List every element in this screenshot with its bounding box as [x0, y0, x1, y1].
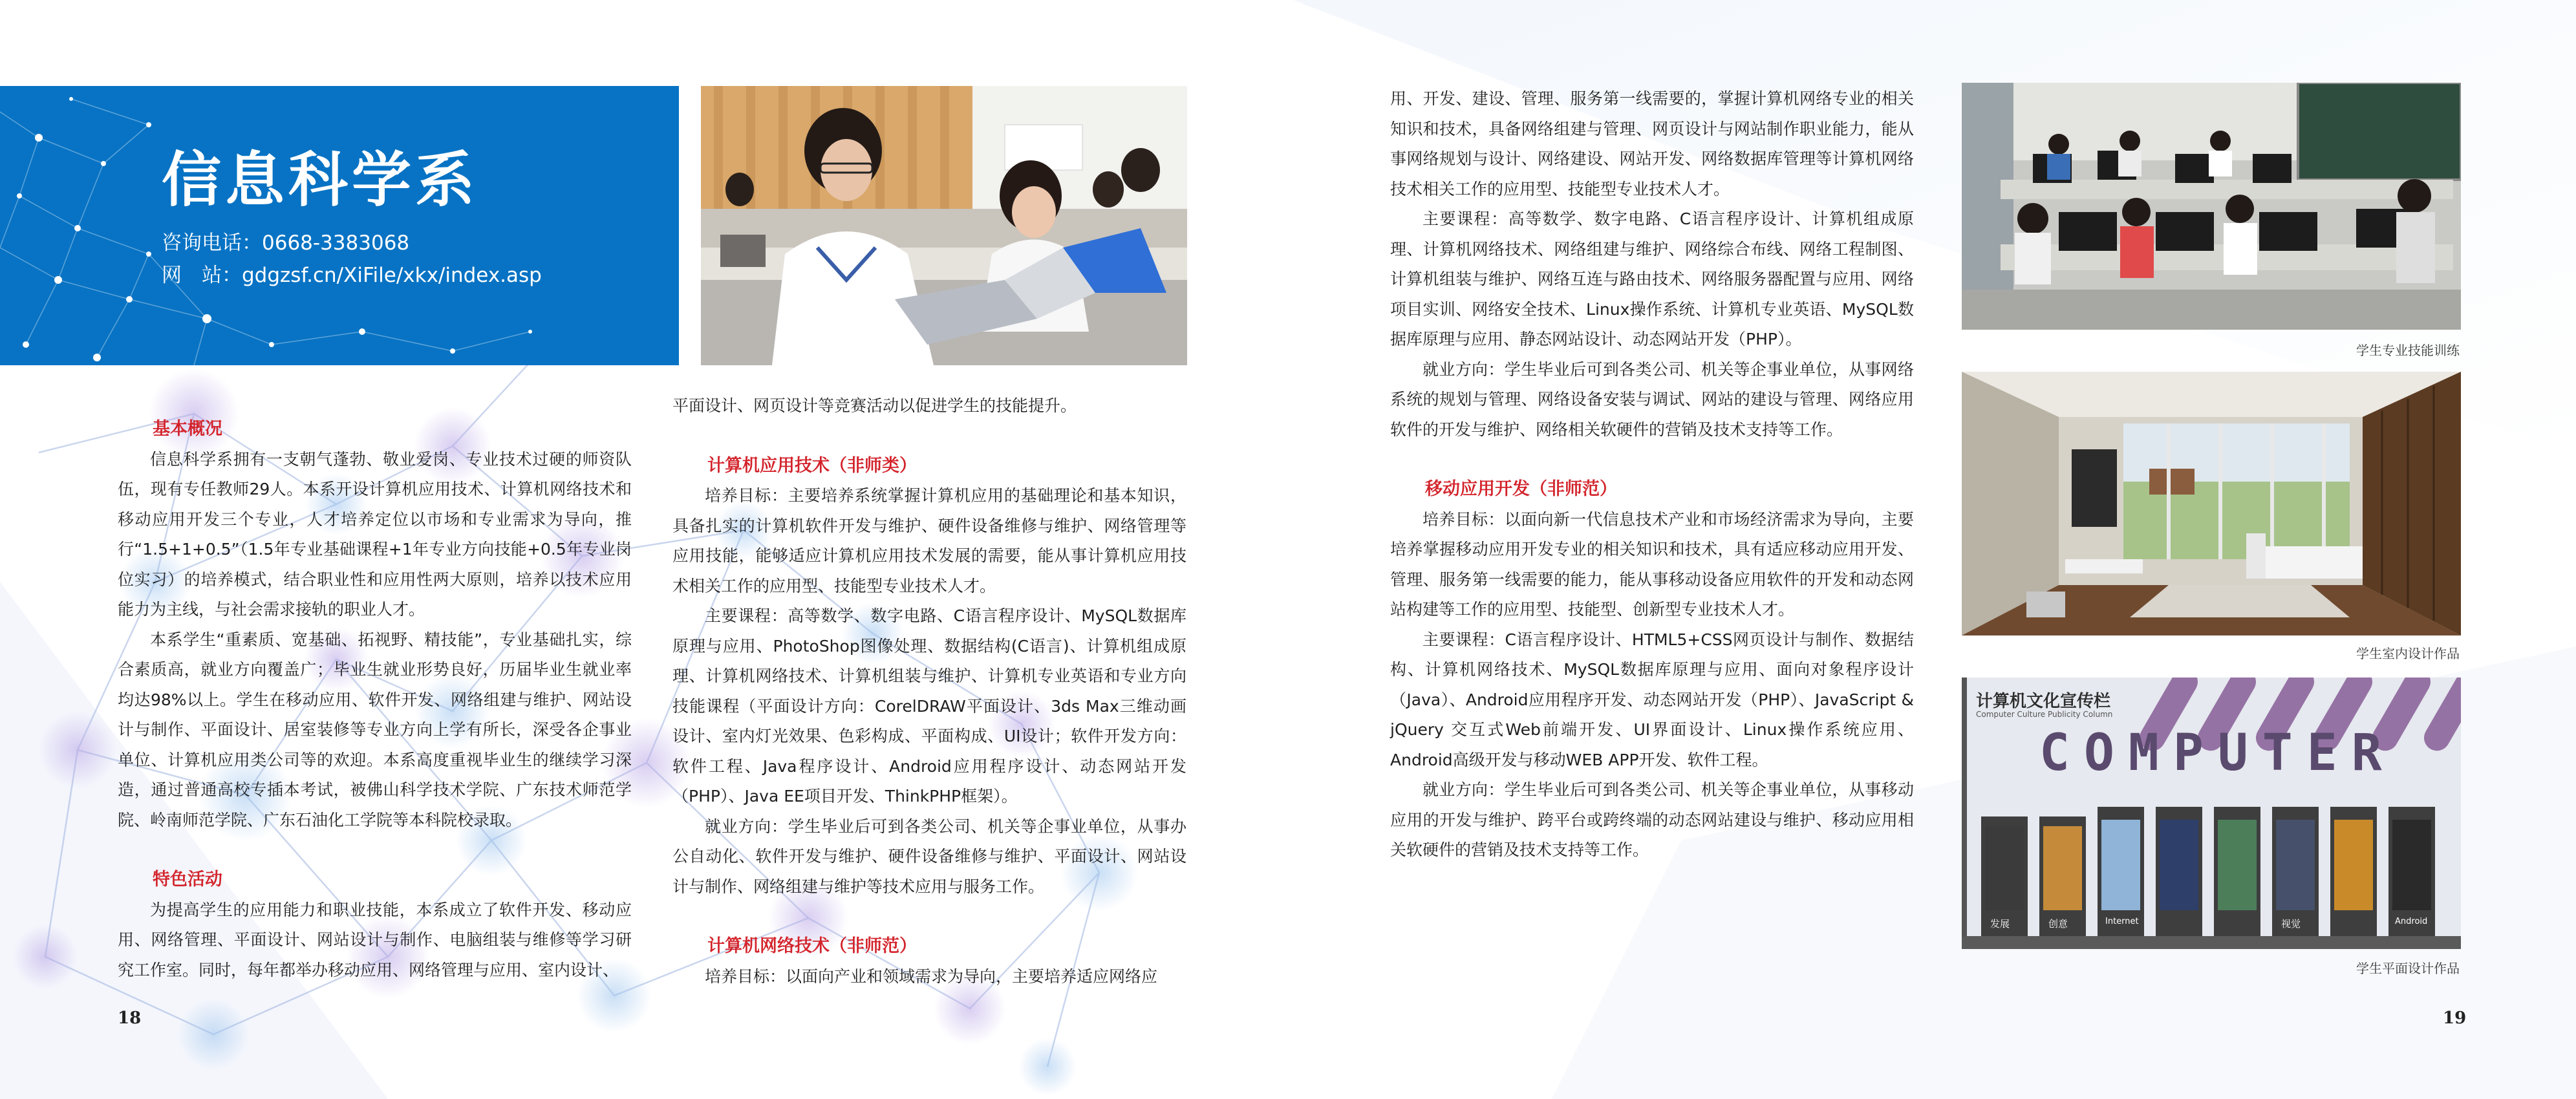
mobile-jobs-paragraph: 就业方向：学生毕业后可到各类公司、机关等企事业单位，从事移动应用的开发与维护、跨平台或跨终端的动态网站建设与维护、移动应用相关软硬件的营销及技术支持等工作。 [1390, 780, 1914, 859]
page-number-left: 18 [118, 1008, 142, 1028]
network-jobs-paragraph: 就业方向：学生毕业后可到各类公司、机关等企事业单位，从事网络系统的规划与管理、网络设备安装与调试、网站的建设与管理、网络应用软件的开发与维护、网络相关软硬件的营销及技术支持等工作。 [1390, 359, 1914, 439]
banner-network-art [0, 86, 679, 365]
section-heading-overview: 基本概况 [153, 419, 222, 439]
section-heading-activities: 特色活动 [153, 870, 222, 890]
section-heading-computer-network: 计算机网络技术（非师范） [707, 936, 917, 956]
network-goal-paragraph-continued: 用、开发、建设、管理、服务第一线需要的，掌握计算机网络专业的相关知识和技术，具备网络组建与管理、网页设计与网站制作职业能力，能从事网络规划与设计、网络建设、网站开发、网络数据库管理等计算机网络技术相关工作的应用型、技能型专业技术人才。 [1390, 89, 1914, 198]
network-goal-paragraph-start: 培养目标：以面向产业和领域需求为导向，主要培养适应网络应 [705, 966, 1158, 986]
poster-label-internet: Internet [2105, 917, 2139, 926]
mobile-courses-paragraph: 主要课程：C语言程序设计、HTML5+CSS网页设计与制作、数据结构、计算机网络技术、MySQL数据库原理与应用、面向对象程序设计（Java）、Android应用程序开发、动态网站开发（PHP）、JavaScript & jQuery 交互式Web前端开发、UI界面设计、Linux操作系统应用、Android高级开发与移动WEB APP开发、软件工程。 [1390, 630, 1914, 769]
application-courses-paragraph: 主要课程：高等数学、数字电路、C语言程序设计、MySQL数据库原理与应用、PhotoShop图像处理、数据结构(C语言)、计算机组成原理、计算机网络技术、计算机组装与维护、计算机专业英语和专业方向技能课程（平面设计方向：CorelDRAW平面设计、3ds Max三维动画设计、室内灯光效果、色彩构成、平面构成、UI设计；软件开发方向：软件工程、Java程序设计、Android应用程序设计、动态网站开发（PHP）、Java EE项目开发、ThinkPHP框架）。 [672, 606, 1186, 806]
computer-lab-photo [1962, 83, 2461, 330]
page-number-right: 19 [2443, 1008, 2467, 1028]
application-jobs-paragraph: 就业方向：学生毕业后可到各类公司、机关等企事业单位，从事办公自动化、软件开发与维护、硬件设备维修与维护、平面设计、网站设计与制作、网络组建与维护等技术应用与服务工作。 [672, 816, 1186, 896]
department-banner [0, 86, 679, 365]
contact-website: 网 站：gdgzsf.cn/XiFile/xkx/index.asp [162, 264, 542, 287]
left-column-1 [118, 414, 632, 985]
photo-caption-graphic-design: 学生平面设计作品 [2356, 961, 2460, 976]
poster-label-android: Android [2395, 917, 2428, 926]
network-courses-paragraph: 主要课程：高等数学、数字电路、C语言程序设计、计算机组成原理、计算机网络技术、网络组建与维护、网络综合布线、网络工程制图、计算机组装与维护、网络互连与路由技术、网络服务器配置与应用、网络项目实训、网络安全技术、Linux操作系统、计算机专业英语、MySQL数据库原理与应用、静态网站设计、动态网站开发（PHP）。 [1390, 209, 1914, 348]
right-page [1288, 0, 2576, 1099]
section-heading-mobile-app: 移动应用开发（非师范） [1425, 479, 1617, 499]
contact-phone: 咨询电话：0668-3383068 [162, 231, 410, 255]
photo-caption-skills-training: 学生专业技能训练 [2356, 343, 2460, 358]
poster-label-creativity: 创意 [2048, 918, 2068, 930]
poster-label-development: 发展 [1990, 918, 2010, 930]
mobile-goal-paragraph: 培养目标：以面向新一代信息技术产业和市场经济需求为导向，主要培养掌握移动应用开发专业的相关知识和技术，具有适应移动应用开发、管理、服务第一线需要的能力，能从事移动设备应用软件的开发和动态网站构建等工作的应用型、技能型、创新型专业技术人才。 [1390, 509, 1914, 619]
computer-culture-poster-photo [1962, 678, 2461, 949]
poster-title: 计算机文化宣传栏 [1976, 692, 2111, 711]
photo-caption-interior-design: 学生室内设计作品 [2356, 646, 2460, 661]
poster-word-computer: COMPUTER [2039, 724, 2396, 782]
activities-paragraph-continued: 平面设计、网页设计等竞赛活动以促进学生的技能提升。 [672, 396, 1077, 415]
poster-subtitle: Computer Culture Publicity Column [1976, 710, 2113, 719]
application-goal-paragraph: 培养目标：主要培养系统掌握计算机应用的基础理论和基本知识，具备扎实的计算机软件开发与维护、硬件设备维修与维护、网络管理等应用技能，能够适应计算机应用技术发展的需要，能从事计算机应用技术相关工作的应用型、技能型专业技术人才。 [672, 486, 1186, 595]
overview-paragraph-1: 信息科学系拥有一支朝气蓬勃、敬业爱岗、专业技术过硬的师资队伍，现有专任教师29人。本系开设计算机应用技术、计算机网络技术和移动应用开发三个专业，人才培养定位以市场和专业需求为导向，推行“1.5+1+0.5”（1.5年专业基础课程+1年专业方向技能+0.5年专业岗位实习）的培养模式，结合职业性和应用性两大原则，培养以技术应用能力为主线，与社会需求接轨的职业人才。 [118, 449, 632, 619]
overview-paragraph-2: 本系学生“重素质、宽基础、拓视野、精技能”，专业基础扎实，综合素质高，就业方向覆盖广；毕业生就业形势良好，历届毕业生就业率均达98%以上。学生在移动应用、软件开发、网络组建与维护、网站设计与制作、平面设计、居室装修等专业方向上学有所长，深受各企事业单位、计算机应用类公司等的欢迎。本系高度重视毕业生的继续学习深造，通过普通高校专插本考试，被佛山科学技术学院、广东技术师范学院、岭南师范学院、广东石油化工学院等本科院校录取。 [118, 630, 632, 829]
students-laptop-photo [701, 86, 1187, 365]
section-heading-computer-application: 计算机应用技术（非师类） [707, 455, 917, 476]
interior-design-photo [1962, 372, 2461, 635]
poster-label-visual: 视觉 [2281, 918, 2301, 930]
right-column-text [1390, 84, 1914, 866]
department-title: 信息科学系 [162, 145, 479, 215]
left-column-2 [672, 391, 1186, 992]
activities-paragraph: 为提高学生的应用能力和职业技能，本系成立了软件开发、移动应用、网络管理、平面设计、网站设计与制作、电脑组装与维修等学习研究工作室。同时，每年都举办移动应用、网络管理与应用、室内设计、 [118, 900, 632, 979]
